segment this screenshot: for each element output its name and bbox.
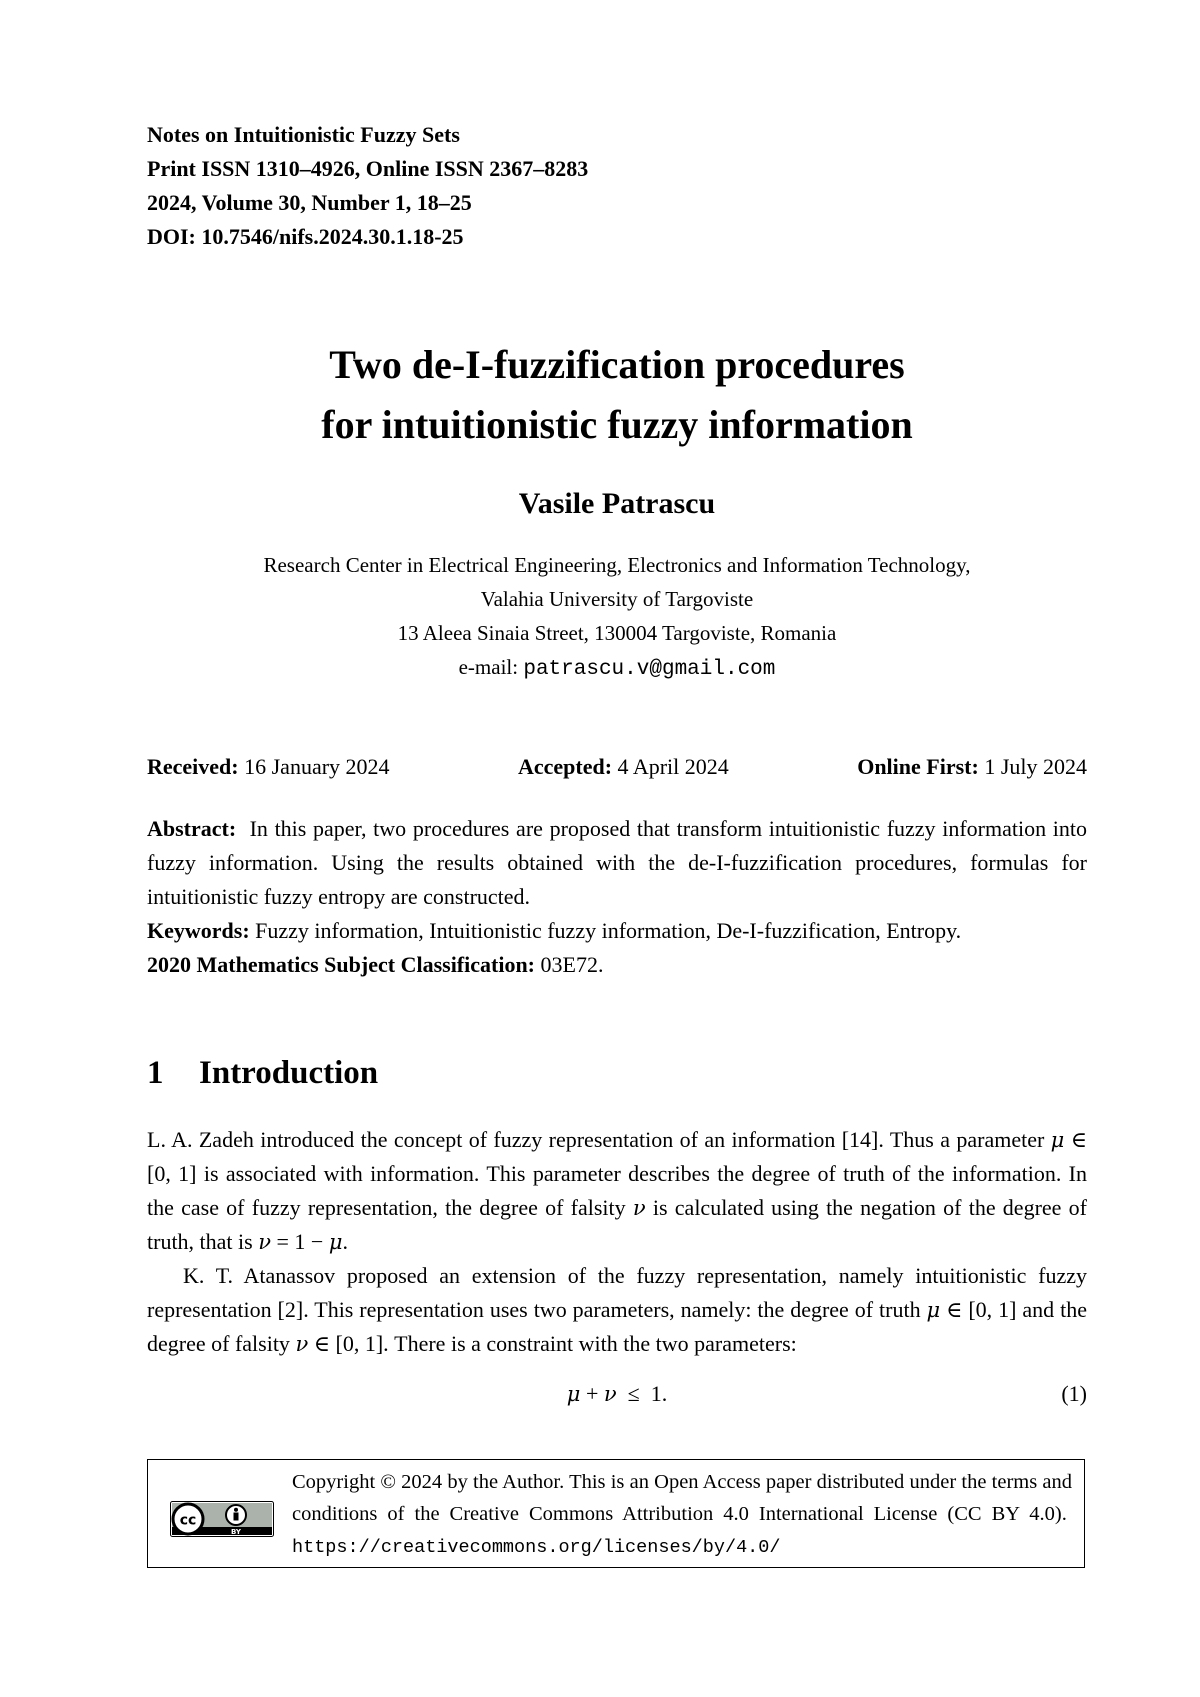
- journal-volume: 2024, Volume 30, Number 1, 18–25: [147, 190, 472, 215]
- svg-text:BY: BY: [230, 1528, 242, 1536]
- accepted-date: [518, 754, 729, 780]
- svg-text:cc: cc: [179, 1512, 197, 1529]
- math-plus: +: [580, 1381, 604, 1406]
- title-line-1: Two de-I-fuzzification procedures: [329, 342, 905, 387]
- journal-name: Notes on Intuitionistic Fuzzy Sets: [147, 122, 460, 147]
- text-run: is calculated using the negation of the degree of truth, that is: [147, 1195, 1087, 1254]
- accepted-label: Accepted:: [517, 754, 613, 779]
- abstract-text: In this paper, two procedures are proposed that transform intuitionistic fuzzy information into fuzzy information. Using the results obtained with the de-I-fuzzification procedures, formulas for intuitionistic fuzzy entropy are constructed.: [147, 816, 1087, 909]
- dates-row: [147, 754, 1087, 780]
- math-mu: μ: [566, 1382, 581, 1406]
- online-value: 1 July 2024: [984, 754, 1087, 779]
- affiliation-line-1: Research Center in Electrical Engineering, Electronics and Information Technology,: [263, 553, 971, 577]
- text-run: = 1 −: [271, 1229, 329, 1254]
- text-run: .: [342, 1229, 348, 1254]
- math-nu: ν: [258, 1230, 271, 1254]
- license-statement: Copyright © 2024 by the Author. This is an Open Access paper distributed under the terms and conditions of the Creative Commons Attribution 4.0 International License (CC BY 4.0).: [292, 1471, 1072, 1525]
- paper-title: [147, 335, 1087, 455]
- online-label: Online First:: [857, 754, 979, 779]
- author-name: Vasile Patrascu: [518, 487, 716, 520]
- license-box: [147, 1459, 1085, 1568]
- journal-issn: Print ISSN 1310–4926, Online ISSN 2367–8283: [147, 156, 589, 181]
- abstract-label: Abstract:: [147, 816, 237, 841]
- math-rest: ≤ 1.: [616, 1381, 668, 1406]
- email-line: [147, 650, 1087, 687]
- keywords-text: Fuzzy information, Intuitionistic fuzzy information, De-I-fuzzification, Entropy.: [255, 918, 962, 943]
- received-value: 16 January 2024: [244, 754, 390, 779]
- equation-number: (1): [1061, 1381, 1087, 1406]
- msc-label: 2020 Mathematics Subject Classification:: [147, 952, 536, 977]
- cc-by-logo: [170, 1501, 274, 1537]
- license-text: [292, 1466, 1072, 1564]
- received-date: [147, 754, 390, 780]
- math-mu: μ: [1050, 1128, 1065, 1152]
- affiliation: [147, 548, 1087, 687]
- email-link[interactable]: patrascu.v@gmail.com: [523, 658, 776, 681]
- math-nu: ν: [295, 1332, 309, 1356]
- msc-text: 03E72.: [540, 952, 604, 977]
- section-heading: [147, 1055, 378, 1092]
- math-nu: ν: [632, 1196, 646, 1220]
- email-label: e-mail:: [458, 655, 519, 679]
- affiliation-line-3: 13 Aleea Sinaia Street, 130004 Targoviste, Romania: [397, 621, 837, 645]
- equation-expression: [147, 1381, 1087, 1407]
- online-date: [857, 754, 1087, 780]
- keywords: [147, 914, 1087, 948]
- license-url[interactable]: https://creativecommons.org/licenses/by/4.0/: [292, 1537, 781, 1558]
- section-number: 1: [147, 1055, 164, 1091]
- keywords-label: Keywords:: [147, 918, 250, 943]
- abstract: [147, 812, 1087, 914]
- journal-header: [147, 118, 588, 254]
- accepted-value: 4 April 2024: [617, 754, 729, 779]
- math-nu: ν: [603, 1382, 617, 1406]
- text-run: ∈ [0, 1] and the degree of falsity: [147, 1297, 1087, 1356]
- section-title: Introduction: [199, 1055, 379, 1091]
- intro-paragraph-1: [147, 1123, 1087, 1259]
- affiliation-line-2: Valahia University of Targoviste: [480, 587, 754, 611]
- title-line-2: for intuitionistic fuzzy information: [321, 402, 913, 447]
- math-mu: μ: [328, 1230, 343, 1254]
- received-label: Received:: [147, 754, 239, 779]
- text-run: L. A. Zadeh introduced the concept of fuzzy representation of an information [14]. Thus a parameter: [147, 1127, 1051, 1152]
- math-mu: μ: [926, 1298, 941, 1322]
- msc-classification: [147, 948, 1087, 982]
- text-run: ∈ [0, 1] is associated with information. This parameter describes the degree of truth of the information. In the case of fuzzy representation, the degree of falsity: [147, 1127, 1087, 1220]
- text-run: ∈ [0, 1]. There is a constraint with the two parameters:: [308, 1331, 797, 1356]
- intro-paragraph-2: [147, 1259, 1087, 1361]
- text-run: K. T. Atanassov proposed an extension of the fuzzy representation, namely intuitionistic fuzzy representation [2]. This representation uses two parameters, namely: the degree of truth: [147, 1263, 1087, 1322]
- journal-doi: DOI: 10.7546/nifs.2024.30.1.18-25: [147, 224, 464, 249]
